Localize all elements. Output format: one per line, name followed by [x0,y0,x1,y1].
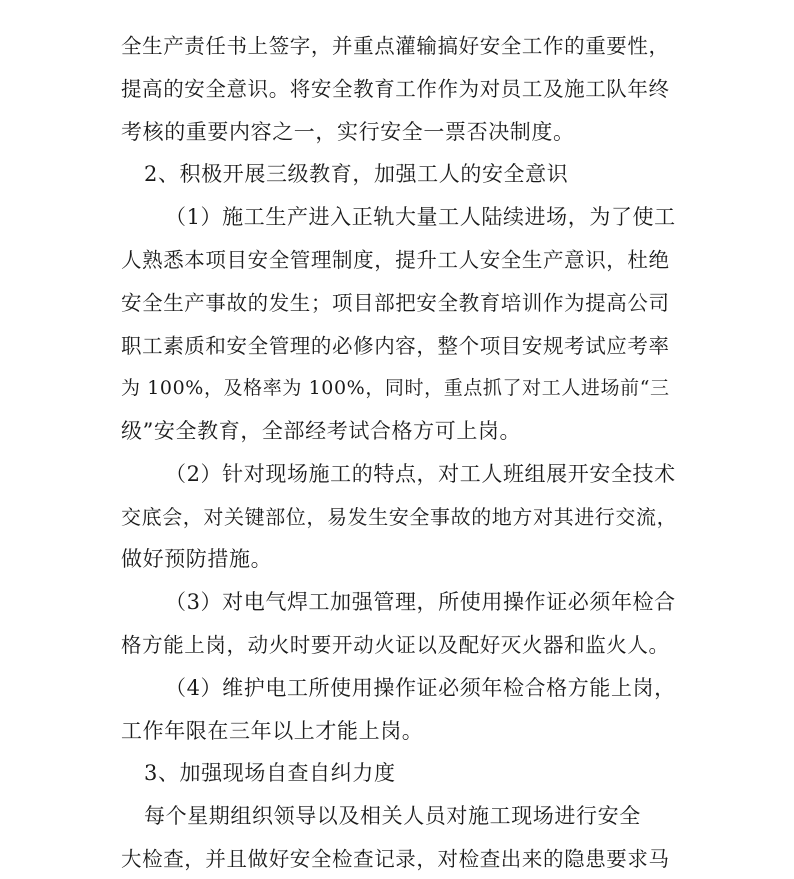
paragraph-line: 全生产责任书上签字，并重点灌输搞好安全工作的重要性， [121,34,670,58]
paragraph-line: 做好预防措施。 [121,547,273,571]
paragraph-line: （2）针对现场施工的特点，对工人班组展开安全技术 [165,462,676,486]
paragraph-line: （4）维护电工所使用操作证必须年检合格方能上岗， [165,676,676,700]
paragraph-line: 提高的安全意识。将安全教育工作作为对员工及施工队年终 [121,77,670,101]
section-heading: 3、加强现场自查自纠力度 [144,761,396,785]
paragraph-line: 格方能上岗，动火时要开动火证以及配好灭火器和监火人。 [121,633,670,657]
paragraph-line: 考核的重要内容之一，实行安全一票否决制度。 [121,120,575,144]
paragraph-line: 每个星期组织领导以及相关人员对施工现场进行安全 [144,804,641,828]
section-heading: 2、积极开展三级教育，加强工人的安全意识 [144,162,569,186]
paragraph-line: 交底会，对关键部位，易发生安全事故的地方对其进行交流， [121,505,678,529]
paragraph-line: 为 100%，及格率为 100%，同时，重点抓了对工人进场前“三 [121,377,670,399]
paragraph-line: 大检查，并且做好安全检查记录，对检查出来的隐患要求马 [121,847,670,871]
paragraph-line: 工作年限在三年以上才能上岗。 [121,719,424,743]
paragraph-line: 职工素质和安全管理的必修内容，整个项目安规考试应考率 [121,334,670,358]
paragraph-line: （1）施工生产进入正轨大量工人陆续进场，为了使工 [165,205,676,229]
paragraph-line: 人熟悉本项目安全管理制度，提升工人安全生产意识，杜绝 [121,248,670,272]
paragraph-line: 安全生产事故的发生；项目部把安全教育培训作为提高公司 [121,291,670,315]
paragraph-line: 级”安全教育，全部经考试合格方可上岗。 [121,419,522,443]
paragraph-line: （3）对电气焊工加强管理，所使用操作证必须年检合 [165,590,676,614]
